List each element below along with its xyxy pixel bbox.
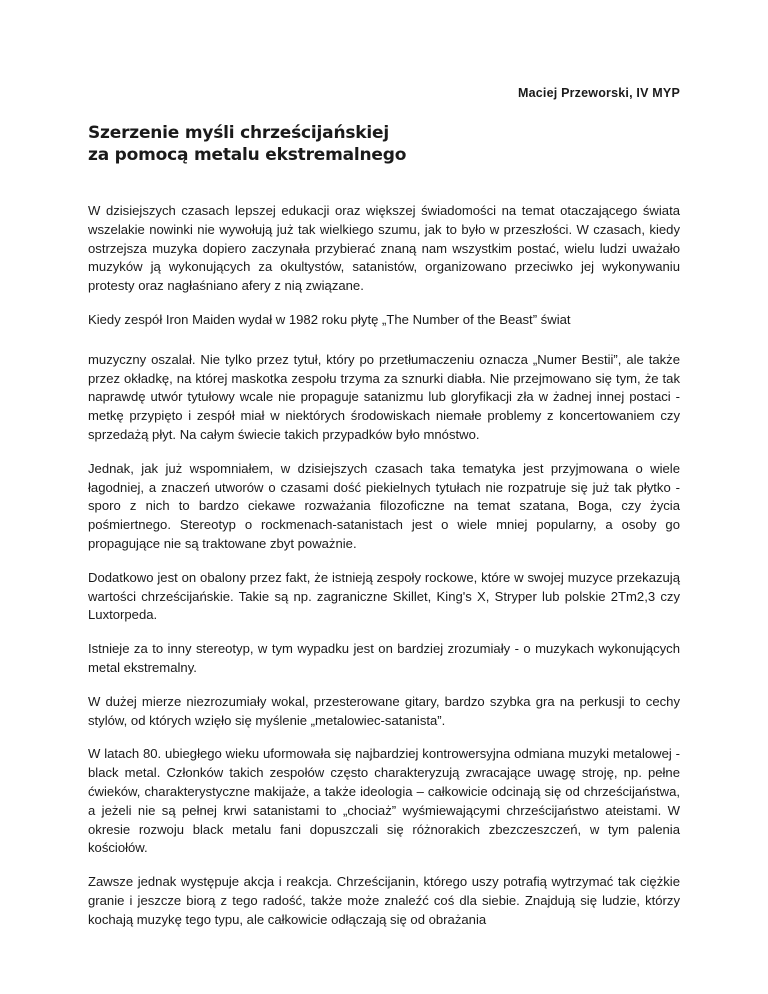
paragraph-5: Dodatkowo jest on obalony przez fakt, że istnieją zespoły rockowe, które w swojej muzyce przekazują wartości chrześcijańskie. Takie są np. zagraniczne Skillet, King's X, Stryper lub polskie 2Tm2,3 czy Luxtorpeda. bbox=[88, 569, 680, 623]
title-line-1: Szerzenie myśli chrześcijańskiej bbox=[88, 123, 389, 143]
document-body bbox=[88, 202, 680, 945]
paragraph-3: muzyczny oszalał. Nie tylko przez tytuł, który po przetłumaczeniu oznacza „Numer Bestii”, ale także przez okładkę, na której maskotka zespołu trzyma za sznurki diabła. Nie przejmowano się tym, że tak naprawdę utwór tytułowy wcale nie propaguje satanizmu lub gloryfikacji zła w żadnej innej postaci - metkę przypięto i zespół miał w niektórych środowiskach niemałe problemy z koncertowaniem czy sprzedażą płyt. Na całym świecie takich przypadków było mnóstwo. bbox=[88, 351, 680, 442]
paragraph-6: Istnieje za to inny stereotyp, w tym wypadku jest on bardziej zrozumiały - o muzykach wykonujących metal ekstremalny. bbox=[88, 641, 680, 675]
paragraph-7: W dużej mierze niezrozumiały wokal, przesterowane gitary, bardzo szybka gra na perkusji to cechy stylów, od których wzięło się myślenie „metalowiec-satanista”. bbox=[88, 693, 680, 728]
author-line: Maciej Przeworski, IV MYP bbox=[517, 86, 680, 100]
document-title bbox=[88, 122, 680, 166]
paragraph-9: Zawsze jednak występuje akcja i reakcja. Chrześcijanin, którego uszy potrafią wytrzymać tak ciężkie granie i jeszcze biorą z tego radość, także może znaleźć coś dla siebie. Znajdują się ludzie, którzy kochają muzykę tego typu, ale całkowicie odłączają się od obrażania bbox=[88, 874, 680, 927]
paragraph-8: W latach 80. ubiegłego wieku uformowała się najbardziej kontrowersyjna odmiana muzyki metalowej - black metal. Członków takich zespołów często charakteryzują zwracające uwagę stroję, np. pełne ćwieków, charakterystyczne makijaże, a także ideologia – całkowicie odcinają się od chrześcijaństwa, a jeżeli nie są pełnej krwi satanistami to „chociaż” wyśmiewającymi chrześcijaństwo ateistami. W okresie rozwoju black metalu fani dopuszczali się różnorakich zbezczeszczeń, w tym palenia kościołów. bbox=[88, 746, 680, 856]
paragraph-1: W dzisiejszych czasach lepszej edukacji oraz większej świadomości na temat otaczającego świata wszelakie nowinki nie wywołują już tak wielkiego szumu, jak to było w przeszłości. W czasach, kiedy ostrzejsza muzyka dopiero zaczynała przybierać znaną nam wszystkim postać, wielu ludzi uważało muzyków ją wykonujących za okultystów, satanistów, organizowano przeciwko jej wykonywaniu protesty oraz nagłaśniano afery z nią związane. bbox=[88, 203, 680, 294]
title-line-2: za pomocą metalu ekstremalnego bbox=[88, 145, 407, 165]
paragraph-4: Jednak, jak już wspomniałem, w dzisiejszych czasach taka tematyka jest przyjmowana o wiele łagodniej, a znaczeń utworów o czasami dość piekielnych tytułach nie rozpatruje się już tak płytko - sporo z nich to bardzo ciekawe rozważania filozoficzne na temat szatana, Boga, czy życia pośmiertnego. Stereotyp o rockmenach-satanistach jest o wiele mniej popularny, a osoby go propagujące nie są traktowane zbyt poważnie. bbox=[88, 460, 680, 551]
paragraph-2: Kiedy zespół Iron Maiden wydał w 1982 roku płytę „The Number of the Beast” świat bbox=[88, 311, 571, 327]
